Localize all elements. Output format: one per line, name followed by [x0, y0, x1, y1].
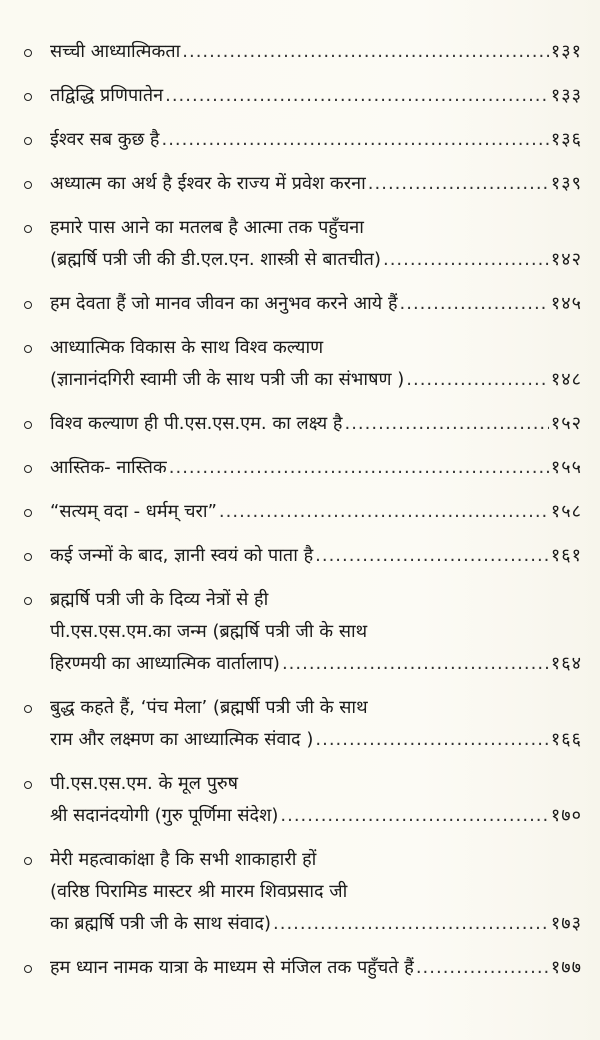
page-number: १६६	[550, 729, 582, 750]
toc-entry	[22, 212, 582, 276]
bullet-icon	[24, 181, 32, 189]
toc-line	[50, 124, 582, 156]
toc-entry	[22, 408, 582, 440]
toc-entry-text	[50, 332, 582, 396]
toc-line	[50, 616, 582, 648]
toc-line	[50, 452, 582, 484]
toc-title-line: कई जन्मों के बाद, ज्ञानी स्वयं को पाता है	[50, 545, 314, 566]
leader-dots	[383, 244, 549, 276]
toc-title-line: अध्यात्म का अर्थ है ईश्वर के राज्य में प्रवेश करना	[50, 173, 366, 194]
toc-entry	[22, 332, 582, 396]
leader-dots	[406, 364, 549, 396]
toc-line	[50, 584, 582, 616]
toc-line	[50, 168, 582, 200]
toc-entry-text	[50, 952, 582, 984]
toc-entry	[22, 124, 582, 156]
bullet-icon	[24, 345, 32, 353]
toc-title-line: हिरण्मयी का आध्यात्मिक वार्तालाप)	[50, 653, 280, 674]
toc-entry	[22, 36, 582, 68]
toc-entry-text	[50, 36, 582, 68]
leader-dots	[182, 36, 549, 68]
toc-entry-text	[50, 768, 582, 832]
toc-line	[50, 724, 582, 756]
toc-title-line: हमारे पास आने का मतलब है आत्मा तक पहुँचना	[50, 217, 364, 238]
page-number: १७७	[550, 957, 582, 978]
page-number: १४५	[550, 293, 582, 314]
toc-title-line: पी.एस.एस.एम. के मूल पुरुष	[50, 773, 239, 794]
toc-entry-text	[50, 844, 582, 940]
page-number: १५२	[550, 413, 582, 434]
toc-line	[50, 288, 582, 320]
toc-entry-text	[50, 408, 582, 440]
toc-entry	[22, 452, 582, 484]
toc-entry-text	[50, 584, 582, 680]
page-number: १६४	[550, 653, 582, 674]
bullet-icon	[24, 705, 32, 713]
leader-dots	[161, 124, 548, 156]
toc-line	[50, 496, 582, 528]
toc-line	[50, 540, 582, 572]
toc-line	[50, 768, 582, 800]
toc-line	[50, 908, 582, 940]
toc-entry	[22, 692, 582, 756]
leader-dots	[169, 452, 549, 484]
toc-title-line: आध्यात्मिक विकास के साथ विश्व कल्याण	[50, 337, 324, 358]
page-number: १७०	[550, 805, 582, 826]
toc-line	[50, 876, 582, 908]
toc-line	[50, 80, 582, 112]
toc-title-line: तद्विद्धि प्रणिपातेन	[50, 85, 164, 106]
leader-dots	[280, 800, 549, 832]
toc-entry	[22, 80, 582, 112]
bullet-icon	[24, 857, 32, 865]
toc-title-line: बुद्ध कहते हैं, ‘पंच मेला’ (ब्रह्मर्षी पत्री जी के साथ	[50, 697, 368, 718]
page-number: १४२	[550, 249, 582, 270]
page-number: १४८	[550, 369, 582, 390]
leader-dots	[282, 648, 549, 680]
bullet-icon	[24, 421, 32, 429]
toc-title-line: (वरिष्ठ पिरामिड मास्टर श्री मारम शिवप्रसाद जी	[50, 881, 348, 902]
bullet-icon	[24, 93, 32, 101]
toc-title-line: आस्तिक- नास्तिक	[50, 457, 167, 478]
toc-entry-text	[50, 692, 582, 756]
toc-title-line: मेरी महत्वाकांक्षा है कि सभी शाकाहारी हों	[50, 849, 317, 870]
toc-line	[50, 952, 582, 984]
bullet-icon	[24, 509, 32, 517]
toc-line	[50, 212, 582, 244]
page-number: १३१	[550, 41, 582, 62]
toc-entry-text	[50, 212, 582, 276]
toc-line	[50, 648, 582, 680]
page-number: १३६	[550, 129, 582, 150]
toc-entry	[22, 844, 582, 940]
toc-entry	[22, 288, 582, 320]
toc-line	[50, 244, 582, 276]
toc-line	[50, 800, 582, 832]
toc-line	[50, 332, 582, 364]
leader-dots	[165, 80, 549, 112]
leader-dots	[315, 540, 549, 572]
bullet-icon	[24, 49, 32, 57]
bullet-icon	[24, 553, 32, 561]
bullet-icon	[24, 597, 32, 605]
toc-title-line: सच्ची आध्यात्मिकता	[50, 41, 181, 62]
toc-entry	[22, 496, 582, 528]
toc-line	[50, 692, 582, 724]
bullet-icon	[24, 301, 32, 309]
toc-title-line: राम और लक्ष्मण का आध्यात्मिक संवाद )	[50, 729, 314, 750]
toc-title-line: श्री सदानंदयोगी (गुरु पूर्णिमा संदेश)	[50, 805, 279, 826]
toc-entry-text	[50, 124, 582, 156]
leader-dots	[219, 496, 549, 528]
page-number: १६१	[550, 545, 582, 566]
toc-line	[50, 36, 582, 68]
toc-title-line: “सत्यम् वदा - धर्मम् चरा”	[50, 501, 217, 522]
toc-title-line: ईश्वर सब कुछ है	[50, 129, 160, 150]
toc-title-line: (ब्रह्मर्षि पत्री जी की डी.एल.एन. शास्त्री से बातचीत)	[50, 249, 381, 270]
bullet-icon	[24, 965, 32, 973]
toc-entry-text	[50, 496, 582, 528]
toc-line	[50, 364, 582, 396]
toc-entry	[22, 952, 582, 984]
bullet-icon	[24, 137, 32, 145]
toc-entry	[22, 584, 582, 680]
page-number: १५८	[550, 501, 582, 522]
toc-entry-text	[50, 168, 582, 200]
bullet-icon	[24, 225, 32, 233]
toc-entry	[22, 768, 582, 832]
toc-title-line: पी.एस.एस.एम.का जन्म (ब्रह्मर्षि पत्री जी के साथ	[50, 621, 368, 642]
page-number: १७३	[550, 913, 582, 934]
leader-dots	[368, 168, 549, 200]
leader-dots	[344, 408, 548, 440]
toc-entry-text	[50, 540, 582, 572]
toc-title-line: का ब्रह्मर्षि पत्री जी के साथ संवाद)	[50, 913, 271, 934]
toc-line	[50, 408, 582, 440]
toc-title-line: हम देवता हैं जो मानव जीवन का अनुभव करने आये हैं	[50, 293, 398, 314]
toc-entry-text	[50, 288, 582, 320]
toc-entry-text	[50, 452, 582, 484]
leader-dots	[416, 952, 549, 984]
leader-dots	[315, 724, 549, 756]
toc-entry-text	[50, 80, 582, 112]
bullet-icon	[24, 465, 32, 473]
toc-title-line: (ज्ञानानंदगिरी स्वामी जी के साथ पत्री जी का संभाषण )	[50, 369, 405, 390]
toc-entry	[22, 540, 582, 572]
table-of-contents	[22, 36, 582, 996]
page-number: १३३	[550, 85, 582, 106]
page-number: १५५	[550, 457, 582, 478]
leader-dots	[273, 908, 549, 940]
toc-title-line: हम ध्यान नामक यात्रा के माध्यम से मंजिल तक पहुँचते हैं	[50, 957, 414, 978]
toc-title-line: ब्रह्मर्षि पत्री जी के दिव्य नेत्रों से ही	[50, 589, 269, 610]
bullet-icon	[24, 781, 32, 789]
toc-entry	[22, 168, 582, 200]
page-number: १३९	[550, 173, 582, 194]
toc-title-line: विश्व कल्याण ही पी.एस.एस.एम. का लक्ष्य है	[50, 413, 343, 434]
toc-line	[50, 844, 582, 876]
leader-dots	[400, 288, 549, 320]
